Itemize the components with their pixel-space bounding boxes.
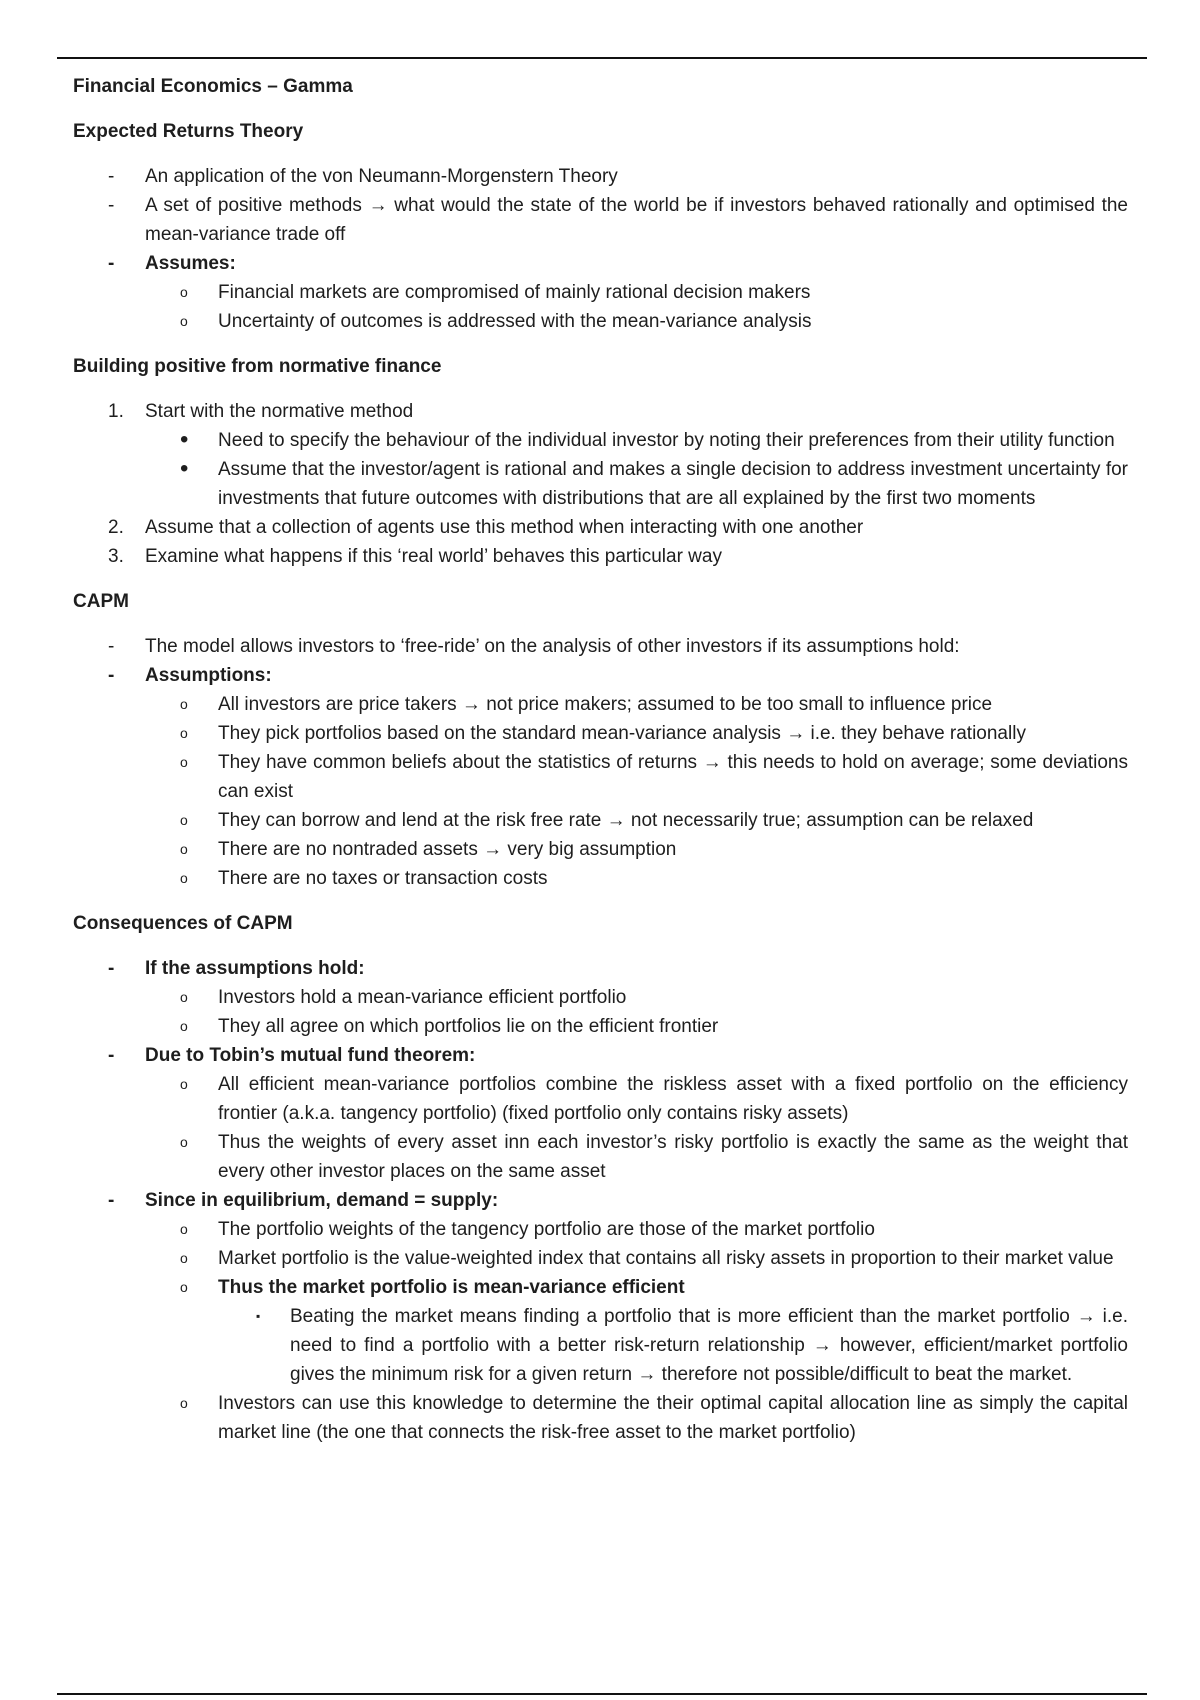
circle-bullet: o xyxy=(180,313,188,329)
dash-bullet: - xyxy=(108,1190,115,1211)
section-heading-consequences: Consequences of CAPM xyxy=(73,913,293,934)
square-bullet: ▪ xyxy=(256,1309,261,1323)
circle-bullet: o xyxy=(180,812,188,828)
section-heading-expected-returns: Expected Returns Theory xyxy=(73,121,304,142)
dash-bullet: - xyxy=(108,253,115,274)
circle-bullet: o xyxy=(180,754,188,770)
sub-list-item: o They have common beliefs about the statistics of returns → this needs to hold on average; some deviations can exist xyxy=(73,748,1128,806)
dash-bullet: - xyxy=(108,665,115,686)
sub-list-item: o All investors are price takers → not price makers; assumed to be too small to influence price xyxy=(73,690,1128,719)
list-item: - Assumes: xyxy=(73,249,1128,278)
sub-list-item: o Investors can use this knowledge to determine the their optimal capital allocation line as simply the capital market line (the one that connects the risk-free asset to the market portfolio) xyxy=(73,1389,1128,1447)
sub-list-item: • Assume that the investor/agent is rational and makes a single decision to address investment uncertainty for investments that future outcomes with distributions that are all explained by the first two moments xyxy=(180,455,1128,509)
sub-list-item: o There are no nontraded assets → very big assumption xyxy=(73,835,1128,864)
dash-bullet: - xyxy=(108,636,115,657)
circle-bullet: o xyxy=(180,1250,188,1266)
sub-list-item: o Uncertainty of outcomes is addressed with the mean-variance analysis xyxy=(73,307,1128,336)
dot-bullet: • xyxy=(180,426,189,453)
circle-bullet: o xyxy=(180,725,188,741)
sub-list-item: o Investors hold a mean-variance efficient portfolio xyxy=(73,983,1128,1012)
circle-bullet: o xyxy=(180,1134,188,1150)
circle-bullet: o xyxy=(180,1279,188,1295)
numbered-item: 3. Examine what happens if this ‘real world’ behaves this particular way xyxy=(73,542,1128,571)
bottom-rule xyxy=(57,1693,1147,1695)
circle-bullet: o xyxy=(180,1018,188,1034)
expected-returns-list xyxy=(73,162,1128,336)
list-item: - A set of positive methods → what would the state of the world be if investors behaved rationally and optimised the mean-variance trade off xyxy=(73,191,1128,249)
document-title: Financial Economics – Gamma xyxy=(73,76,353,97)
list-item: - If the assumptions hold: xyxy=(73,954,1128,983)
list-item: - Due to Tobin’s mutual fund theorem: xyxy=(73,1041,1128,1070)
sub-list-item: o Thus the market portfolio is mean-variance efficient xyxy=(73,1273,1128,1302)
circle-bullet: o xyxy=(180,696,188,712)
sub-sub-list-item: ▪ Beating the market means finding a portfolio that is more efficient than the market portfolio → i.e. need to find a portfolio with a better risk-return relationship → however, efficient/market portfolio gives the minimum risk for a given return → therefore not possible/difficult to beat the market. xyxy=(73,1302,1128,1389)
sub-list-item: o They all agree on which portfolios lie on the efficient frontier xyxy=(73,1012,1128,1041)
circle-bullet: o xyxy=(180,1395,188,1411)
sub-list-item: o They can borrow and lend at the risk free rate → not necessarily true; assumption can be relaxed xyxy=(73,806,1128,835)
dash-bullet: - xyxy=(108,195,115,216)
dash-bullet: - xyxy=(108,1045,115,1066)
list-item: - The model allows investors to ‘free-ride’ on the analysis of other investors if its assumptions hold: xyxy=(73,632,1128,661)
sub-list-item: o They pick portfolios based on the standard mean-variance analysis → i.e. they behave rationally xyxy=(73,719,1128,748)
list-item: - Since in equilibrium, demand = supply: xyxy=(73,1186,1128,1215)
sub-list-item: o There are no taxes or transaction costs xyxy=(73,864,1128,893)
dot-bullet: • xyxy=(180,455,189,482)
list-item: - Assumptions: xyxy=(73,661,1128,690)
sub-list-item: o Financial markets are compromised of mainly rational decision makers xyxy=(73,278,1128,307)
numbered-item: 2. Assume that a collection of agents use this method when interacting with one another xyxy=(73,513,1128,542)
circle-bullet: o xyxy=(180,870,188,886)
dash-bullet: - xyxy=(108,958,115,979)
document-page xyxy=(73,72,1128,1463)
circle-bullet: o xyxy=(180,1221,188,1237)
building-positive-list xyxy=(73,397,1128,571)
circle-bullet: o xyxy=(180,284,188,300)
sub-list-item: o Thus the weights of every asset inn each investor’s risky portfolio is exactly the same as the weight that every other investor places on the same asset xyxy=(73,1128,1128,1186)
circle-bullet: o xyxy=(180,1076,188,1092)
circle-bullet: o xyxy=(180,841,188,857)
numbered-item: 1. Start with the normative method xyxy=(73,397,1128,426)
sub-list-item: o The portfolio weights of the tangency portfolio are those of the market portfolio xyxy=(73,1215,1128,1244)
number-marker: 3. xyxy=(108,546,124,567)
sub-list-item: • Need to specify the behaviour of the individual investor by noting their preferences from their utility function xyxy=(180,426,1115,453)
section-heading-building-positive: Building positive from normative finance xyxy=(73,356,442,377)
number-marker: 2. xyxy=(108,517,124,538)
top-rule xyxy=(57,57,1147,59)
dash-bullet: - xyxy=(108,166,115,187)
sub-list-item: o Market portfolio is the value-weighted index that contains all risky assets in proportion to their market value xyxy=(73,1244,1128,1273)
capm-list xyxy=(73,632,1128,893)
sub-list-item: o All efficient mean-variance portfolios combine the riskless asset with a fixed portfolio on the efficiency frontier (a.k.a. tangency portfolio) (fixed portfolio only contains risky assets) xyxy=(73,1070,1128,1128)
number-marker: 1. xyxy=(108,401,124,422)
list-item: - An application of the von Neumann-Morgenstern Theory xyxy=(73,162,1128,191)
consequences-list xyxy=(73,954,1128,1447)
circle-bullet: o xyxy=(180,989,188,1005)
section-heading-capm: CAPM xyxy=(73,591,129,612)
